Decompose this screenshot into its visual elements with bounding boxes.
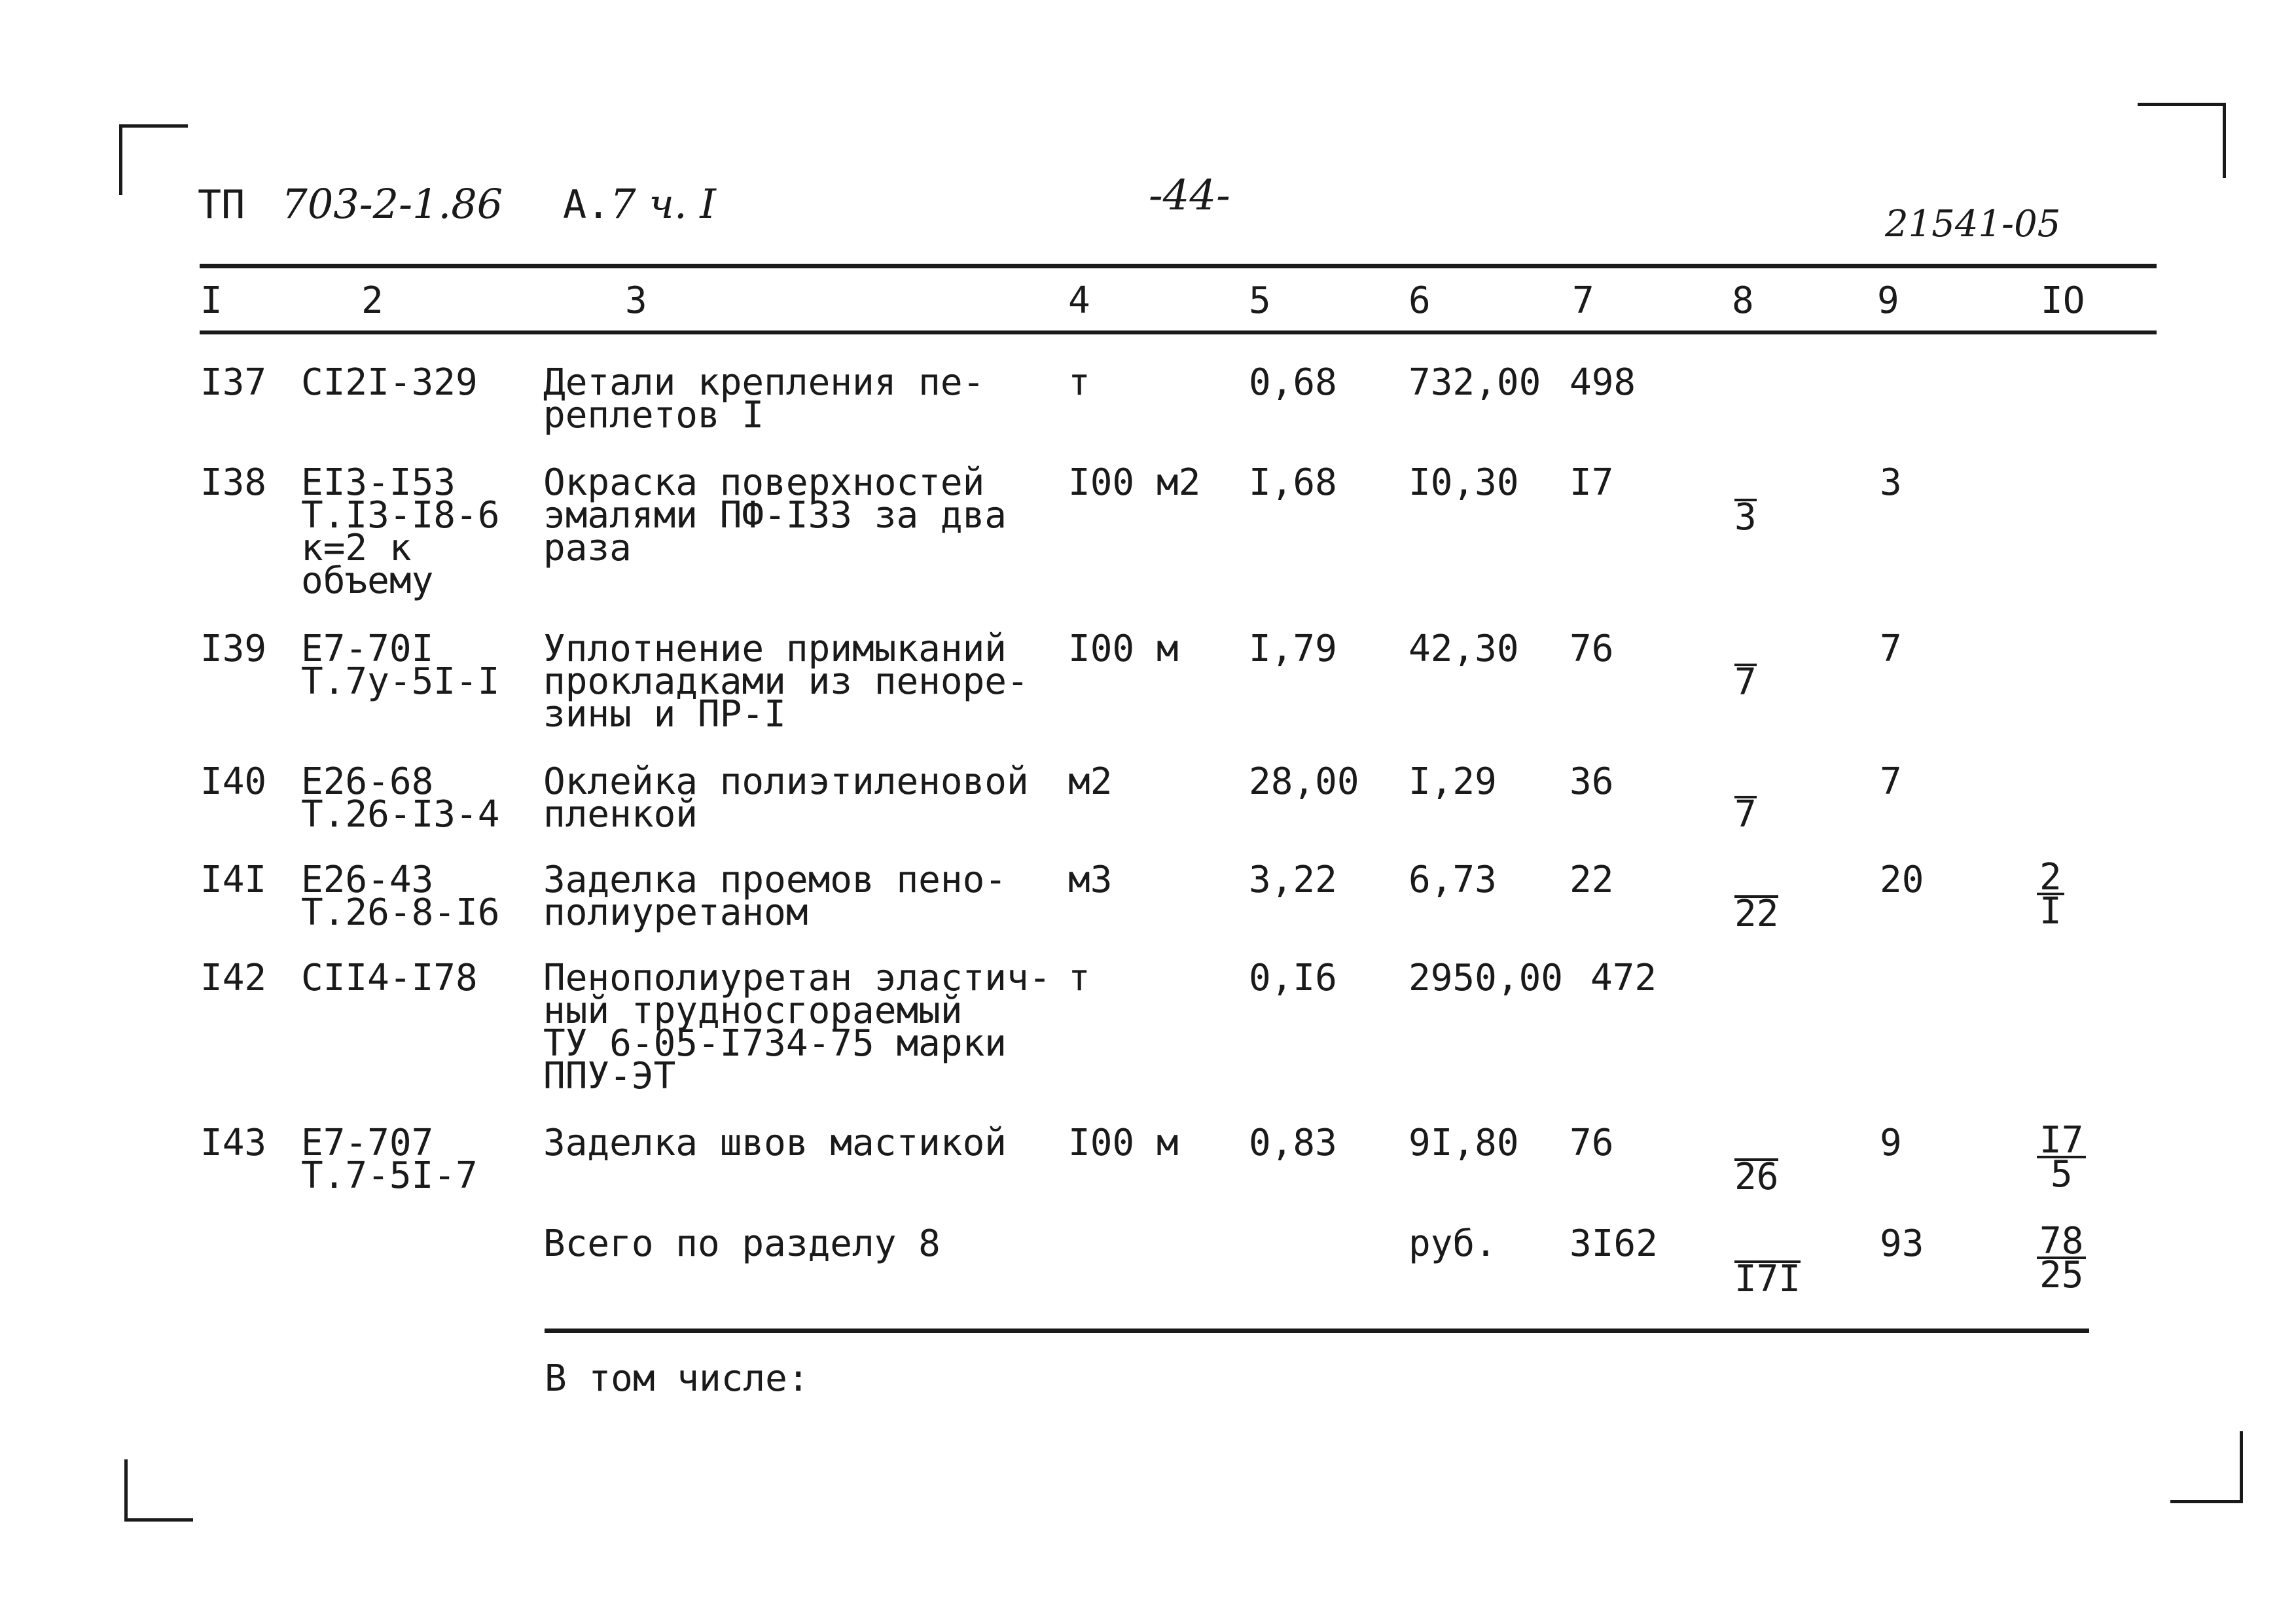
row-code: Е7-70I Т.7у-5I-I — [301, 628, 500, 703]
doc-code — [198, 180, 503, 228]
total-col9: 93 — [1880, 1222, 1924, 1265]
row-code: СI2I-329 — [301, 361, 478, 404]
row-unit: I00 м2 — [1068, 461, 1201, 504]
row-unit-price: 2950,00 — [1408, 957, 1564, 999]
row-col8: 26 — [1734, 1156, 1779, 1198]
row-unit-price: I0,30 — [1408, 461, 1519, 504]
total-col10-fraction: $\frac{78}{25}$ — [2037, 1226, 2086, 1292]
column-number: 9 — [1877, 279, 1899, 322]
crop-mark-top-left-h — [119, 124, 188, 128]
crop-mark-bottom-left-v — [124, 1459, 128, 1522]
row-code: СII4-I78 — [301, 957, 478, 999]
total-unit: руб. — [1408, 1222, 1497, 1265]
row-quantity: I,79 — [1249, 628, 1337, 670]
row-quantity: 28,00 — [1249, 760, 1359, 803]
row-col9: 7 — [1880, 628, 1902, 670]
row-quantity: 0,I6 — [1249, 957, 1337, 999]
column-number: 3 — [625, 279, 647, 322]
column-number: IO — [2041, 279, 2085, 322]
row-number: I43 — [200, 1122, 267, 1164]
row-description: Оклейка полиэтиленовой пленкой — [543, 760, 1029, 836]
row-col10-fraction: $\frac{I7}{5}$ — [2037, 1126, 2086, 1191]
total-label: Всего по разделу 8 — [543, 1222, 941, 1265]
row-description: Уплотнение примыканий прокладками из пеноре- зины и ПР-I — [543, 628, 1029, 736]
including-label: В том числе: — [545, 1357, 810, 1400]
row-col10-fraction: $\frac{2}{I}$ — [2037, 863, 2064, 928]
row-description: Пенополиуретан эластич- ный трудносгораемый ТУ 6-05-I734-75 марки ППУ-ЭТ — [543, 957, 1051, 1097]
row-unit-price: I,29 — [1408, 760, 1497, 803]
row-col9: 3 — [1880, 461, 1902, 504]
row-number: I39 — [200, 628, 267, 670]
column-number: 2 — [361, 279, 384, 322]
row-col9: 20 — [1880, 859, 1924, 901]
row-unit: I00 м — [1068, 628, 1179, 670]
page-number: -44- — [1149, 171, 1230, 220]
row-description: Детали крепления пе- реплетов I — [543, 361, 985, 437]
column-number: 8 — [1732, 279, 1754, 322]
row-cost: 472 — [1590, 957, 1657, 999]
row-col8: 7 — [1734, 793, 1757, 836]
column-numbers-rule — [200, 330, 2157, 334]
row-quantity: 0,68 — [1249, 361, 1337, 404]
crop-mark-top-right-v — [2223, 103, 2226, 178]
row-unit: I00 м — [1068, 1122, 1179, 1164]
album-ref — [563, 180, 716, 228]
row-quantity: 3,22 — [1249, 859, 1337, 901]
row-unit-price: 42,30 — [1408, 628, 1519, 670]
row-quantity: 0,83 — [1249, 1122, 1337, 1164]
column-number: 7 — [1572, 279, 1594, 322]
row-number: I37 — [200, 361, 267, 404]
row-number: I38 — [200, 461, 267, 504]
total-bottom-rule — [545, 1329, 2089, 1333]
row-number: I40 — [200, 760, 267, 803]
album-handwritten: 7 ч. I — [610, 180, 716, 228]
row-col9: 9 — [1880, 1122, 1902, 1164]
album-prefix: А. — [563, 182, 611, 228]
row-cost: 498 — [1570, 361, 1636, 404]
row-cost: 76 — [1570, 628, 1614, 670]
crop-mark-bottom-right-v — [2240, 1431, 2243, 1503]
row-unit: т — [1068, 957, 1090, 999]
column-number: I — [200, 279, 223, 322]
row-unit: т — [1068, 361, 1090, 404]
row-description: Заделка швов мастикой — [543, 1122, 1007, 1164]
crop-mark-top-left-v — [119, 124, 122, 195]
row-col8: 22 — [1734, 893, 1779, 935]
row-description: Заделка проемов пено- полиуретаном — [543, 859, 1007, 934]
row-description: Окраска поверхностей эмалями ПФ-I33 за два раза — [543, 461, 1007, 569]
total-col8: I7I — [1734, 1258, 1801, 1300]
total-cost: 3I62 — [1570, 1222, 1658, 1265]
row-unit-price: 9I,80 — [1408, 1122, 1519, 1164]
row-col8: 3 — [1734, 496, 1757, 539]
row-cost: 76 — [1570, 1122, 1614, 1164]
row-number: I4I — [200, 859, 267, 901]
row-code: ЕI3-I53 Т.I3-I8-6 к=2 к объему — [301, 461, 500, 602]
row-code: Е7-707 Т.7-5I-7 — [301, 1122, 478, 1197]
row-unit: м2 — [1068, 760, 1113, 803]
row-col8: 7 — [1734, 661, 1757, 704]
crop-mark-bottom-right-h — [2170, 1500, 2243, 1503]
row-quantity: I,68 — [1249, 461, 1337, 504]
column-number: 5 — [1249, 279, 1271, 322]
doc-code-prefix: ТП — [198, 182, 245, 228]
row-unit-price: 6,73 — [1408, 859, 1497, 901]
doc-code-handwritten: 703-2-1.86 — [281, 180, 503, 228]
column-number: 4 — [1068, 279, 1090, 322]
crop-mark-top-right-h — [2138, 103, 2226, 106]
row-cost: I7 — [1570, 461, 1614, 504]
row-cost: 36 — [1570, 760, 1614, 803]
column-number: 6 — [1408, 279, 1431, 322]
row-code: Е26-68 Т.26-I3-4 — [301, 760, 500, 836]
row-code: Е26-43 Т.26-8-I6 — [301, 859, 500, 934]
row-unit-price: 732,00 — [1408, 361, 1541, 404]
row-number: I42 — [200, 957, 267, 999]
row-unit: м3 — [1068, 859, 1113, 901]
crop-mark-bottom-left-h — [124, 1518, 193, 1522]
row-cost: 22 — [1570, 859, 1614, 901]
row-col9: 7 — [1880, 760, 1902, 803]
doc-number: 21541-05 — [1885, 203, 2061, 245]
table-top-rule — [200, 264, 2157, 268]
